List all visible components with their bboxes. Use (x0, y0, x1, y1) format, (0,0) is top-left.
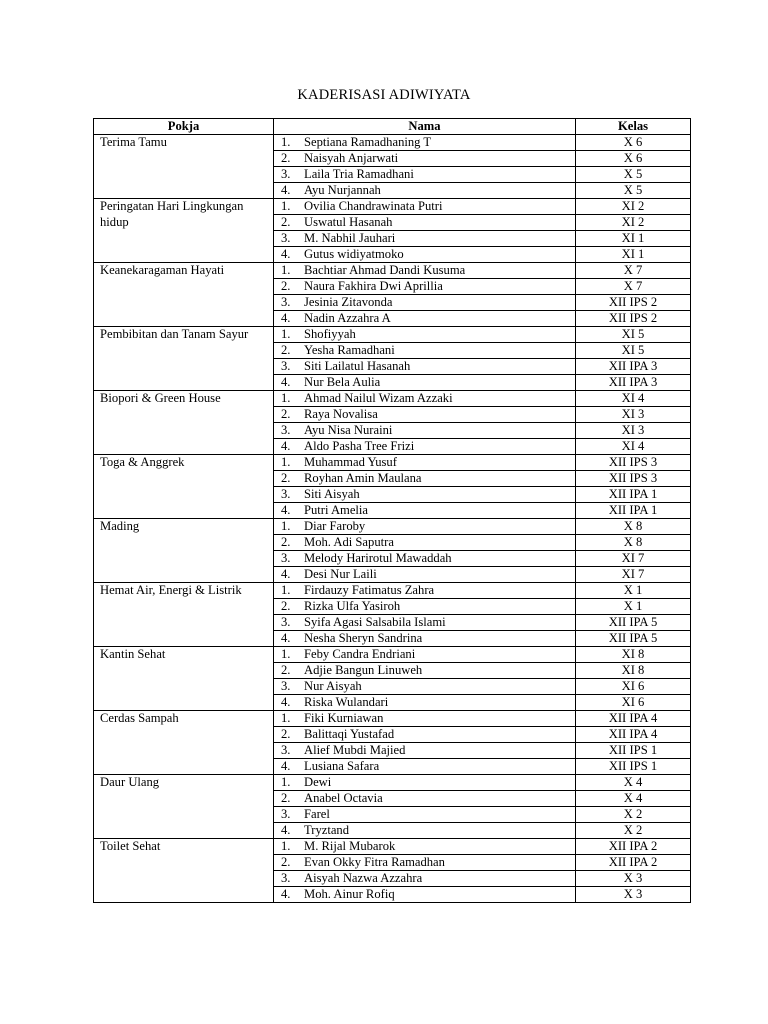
nama-cell (274, 423, 576, 439)
member-name: Diar Faroby (304, 519, 366, 533)
member-name: Ayu Nisa Nuraini (304, 423, 393, 437)
nama-cell (274, 583, 576, 599)
kelas-cell: X 6 (576, 151, 691, 167)
member-name: Rizka Ulfa Yasiroh (304, 599, 401, 613)
nama-cell (274, 551, 576, 567)
nama-cell (274, 487, 576, 503)
nama-cell (274, 247, 576, 263)
member-number: 3. (281, 551, 291, 565)
member-number: 4. (281, 631, 291, 645)
pokja-cell: Hemat Air, Energi & Listrik (94, 583, 274, 647)
nama-cell (274, 807, 576, 823)
member-name: Melody Harirotul Mawaddah (304, 551, 452, 565)
member-name: Siti Aisyah (304, 487, 360, 501)
kelas-cell: XII IPA 4 (576, 727, 691, 743)
nama-cell (274, 823, 576, 839)
nama-cell (274, 391, 576, 407)
nama-cell (274, 567, 576, 583)
kelas-cell: XII IPA 4 (576, 711, 691, 727)
kelas-cell: X 4 (576, 775, 691, 791)
kelas-cell: XII IPA 2 (576, 855, 691, 871)
kelas-cell: XI 6 (576, 679, 691, 695)
table-row (94, 135, 691, 151)
nama-cell (274, 791, 576, 807)
member-name: Royhan Amin Maulana (304, 471, 422, 485)
member-name: Gutus widiyatmoko (304, 247, 404, 261)
nama-cell (274, 343, 576, 359)
kelas-cell: XII IPS 3 (576, 471, 691, 487)
table-row (94, 647, 691, 663)
member-name: Aisyah Nazwa Azzahra (304, 871, 423, 885)
member-name: Dewi (304, 775, 332, 789)
member-number: 1. (281, 135, 291, 149)
member-number: 3. (281, 679, 291, 693)
nama-cell (274, 839, 576, 855)
member-number: 2. (281, 855, 291, 869)
member-number: 2. (281, 535, 291, 549)
nama-cell (274, 743, 576, 759)
nama-cell (274, 887, 576, 903)
member-name: Aldo Pasha Tree Frizi (304, 439, 415, 453)
table-header-row (94, 119, 691, 135)
table-row (94, 711, 691, 727)
nama-cell (274, 663, 576, 679)
kelas-cell: X 8 (576, 535, 691, 551)
member-name: Lusiana Safara (304, 759, 380, 773)
member-number: 3. (281, 167, 291, 181)
member-number: 2. (281, 279, 291, 293)
member-name: Putri Amelia (304, 503, 369, 517)
nama-cell (274, 183, 576, 199)
nama-cell (274, 471, 576, 487)
nama-cell (274, 439, 576, 455)
member-name: Evan Okky Fitra Ramadhan (304, 855, 445, 869)
nama-cell (274, 599, 576, 615)
table-row (94, 391, 691, 407)
nama-cell (274, 535, 576, 551)
member-name: M. Rijal Mubarok (304, 839, 396, 853)
member-number: 4. (281, 759, 291, 773)
kelas-cell: X 7 (576, 279, 691, 295)
member-name: Farel (304, 807, 330, 821)
member-number: 3. (281, 871, 291, 885)
kelas-cell: XII IPA 5 (576, 631, 691, 647)
member-number: 4. (281, 695, 291, 709)
member-name: Yesha Ramadhani (304, 343, 395, 357)
member-name: Ayu Nurjannah (304, 183, 381, 197)
member-name: Nesha Sheryn Sandrina (304, 631, 423, 645)
member-number: 4. (281, 567, 291, 581)
nama-cell (274, 135, 576, 151)
table-row (94, 455, 691, 471)
member-number: 2. (281, 727, 291, 741)
member-number: 1. (281, 583, 291, 597)
member-number: 2. (281, 343, 291, 357)
nama-cell (274, 855, 576, 871)
kelas-cell: XI 4 (576, 439, 691, 455)
member-number: 2. (281, 663, 291, 677)
nama-cell (274, 519, 576, 535)
nama-cell (274, 279, 576, 295)
nama-cell (274, 263, 576, 279)
member-number: 1. (281, 519, 291, 533)
table-row (94, 199, 691, 215)
nama-cell (274, 375, 576, 391)
member-number: 1. (281, 327, 291, 341)
nama-cell (274, 327, 576, 343)
kelas-cell: XI 1 (576, 231, 691, 247)
member-name: Nur Bela Aulia (304, 375, 381, 389)
member-number: 3. (281, 359, 291, 373)
member-number: 2. (281, 407, 291, 421)
nama-cell (274, 167, 576, 183)
kelas-cell: XII IPA 1 (576, 487, 691, 503)
nama-cell (274, 151, 576, 167)
kelas-cell: X 6 (576, 135, 691, 151)
nama-cell (274, 503, 576, 519)
nama-cell (274, 455, 576, 471)
kelas-cell: XI 5 (576, 343, 691, 359)
member-name: Adjie Bangun Linuweh (304, 663, 423, 677)
member-name: Nadin Azzahra A (304, 311, 391, 325)
member-name: Desi Nur Laili (304, 567, 377, 581)
nama-cell (274, 759, 576, 775)
nama-cell (274, 631, 576, 647)
member-name: Moh. Adi Saputra (304, 535, 394, 549)
member-name: Muhammad Yusuf (304, 455, 397, 469)
kelas-cell: XI 5 (576, 327, 691, 343)
kelas-cell: XI 3 (576, 407, 691, 423)
kelas-cell: XII IPS 1 (576, 743, 691, 759)
document-title: KADERISASI ADIWIYATA (297, 87, 471, 103)
member-number: 1. (281, 839, 291, 853)
nama-cell (274, 215, 576, 231)
kelas-cell: XI 7 (576, 551, 691, 567)
member-number: 3. (281, 807, 291, 821)
kelas-cell: X 2 (576, 807, 691, 823)
member-number: 4. (281, 823, 291, 837)
table-body (94, 135, 691, 903)
member-number: 3. (281, 487, 291, 501)
member-name: Ovilia Chandrawinata Putri (304, 199, 443, 213)
member-name: Riska Wulandari (304, 695, 389, 709)
member-number: 3. (281, 615, 291, 629)
kelas-cell: X 8 (576, 519, 691, 535)
member-number: 3. (281, 231, 291, 245)
member-name: Naura Fakhira Dwi Aprillia (304, 279, 443, 293)
pokja-cell: Toga & Anggrek (94, 455, 274, 519)
member-number: 4. (281, 503, 291, 517)
member-name: Feby Candra Endriani (304, 647, 416, 661)
member-name: Alief Mubdi Majied (304, 743, 406, 757)
member-name: Shofiyyah (304, 327, 356, 341)
kelas-cell: X 1 (576, 599, 691, 615)
nama-cell (274, 695, 576, 711)
member-number: 1. (281, 199, 291, 213)
kelas-cell: XI 6 (576, 695, 691, 711)
member-number: 2. (281, 599, 291, 613)
kelas-cell: XI 8 (576, 663, 691, 679)
member-name: Septiana Ramadhaning T (304, 135, 432, 149)
member-number: 2. (281, 215, 291, 229)
kelas-cell: X 2 (576, 823, 691, 839)
pokja-cell: Mading (94, 519, 274, 583)
member-name: M. Nabhil Jauhari (304, 231, 396, 245)
pokja-cell: Biopori & Green House (94, 391, 274, 455)
nama-cell (274, 231, 576, 247)
member-name: Firdauzy Fatimatus Zahra (304, 583, 435, 597)
member-number: 4. (281, 247, 291, 261)
kelas-cell: XI 2 (576, 215, 691, 231)
nama-cell (274, 647, 576, 663)
member-name: Raya Novalisa (304, 407, 378, 421)
kelas-cell: X 3 (576, 887, 691, 903)
member-number: 2. (281, 791, 291, 805)
kelas-cell: XII IPS 3 (576, 455, 691, 471)
member-number: 4. (281, 311, 291, 325)
header-nama: Nama (274, 119, 576, 135)
member-number: 3. (281, 295, 291, 309)
member-number: 1. (281, 391, 291, 405)
nama-cell (274, 871, 576, 887)
member-number: 3. (281, 423, 291, 437)
nama-cell (274, 311, 576, 327)
member-name: Fiki Kurniawan (304, 711, 384, 725)
member-number: 4. (281, 183, 291, 197)
member-name: Laila Tria Ramadhani (304, 167, 414, 181)
member-name: Naisyah Anjarwati (304, 151, 399, 165)
member-number: 2. (281, 151, 291, 165)
pokja-cell: Keanekaragaman Hayati (94, 263, 274, 327)
member-number: 4. (281, 375, 291, 389)
nama-cell (274, 199, 576, 215)
kelas-cell: X 1 (576, 583, 691, 599)
member-name: Jesinia Zitavonda (304, 295, 393, 309)
member-name: Siti Lailatul Hasanah (304, 359, 411, 373)
kelas-cell: X 4 (576, 791, 691, 807)
kelas-cell: XII IPA 3 (576, 359, 691, 375)
member-name: Syifa Agasi Salsabila Islami (304, 615, 446, 629)
member-name: Moh. Ainur Rofiq (304, 887, 395, 901)
kelas-cell: X 5 (576, 183, 691, 199)
kelas-cell: XII IPS 1 (576, 759, 691, 775)
pokja-cell: Daur Ulang (94, 775, 274, 839)
pokja-cell: Pembibitan dan Tanam Sayur (94, 327, 274, 391)
member-number: 2. (281, 471, 291, 485)
pokja-cell: Kantin Sehat (94, 647, 274, 711)
kelas-cell: XII IPA 1 (576, 503, 691, 519)
member-name: Balittaqi Yustafad (304, 727, 395, 741)
pokja-cell: Toilet Sehat (94, 839, 274, 903)
pokja-cell: Peringatan Hari Lingkungan hidup (94, 199, 274, 263)
kelas-cell: XI 4 (576, 391, 691, 407)
member-number: 4. (281, 887, 291, 901)
member-name: Uswatul Hasanah (304, 215, 393, 229)
kelas-cell: X 5 (576, 167, 691, 183)
table-row (94, 775, 691, 791)
member-name: Bachtiar Ahmad Dandi Kusuma (304, 263, 466, 277)
table-row (94, 583, 691, 599)
nama-cell (274, 679, 576, 695)
nama-cell (274, 775, 576, 791)
member-name: Nur Aisyah (304, 679, 362, 693)
member-number: 4. (281, 439, 291, 453)
pokja-cell: Terima Tamu (94, 135, 274, 199)
header-pokja: Pokja (94, 119, 274, 135)
member-number: 3. (281, 743, 291, 757)
member-number: 1. (281, 263, 291, 277)
member-number: 1. (281, 647, 291, 661)
nama-cell (274, 615, 576, 631)
table-row (94, 519, 691, 535)
nama-cell (274, 359, 576, 375)
header-kelas: Kelas (576, 119, 691, 135)
member-name: Tryztand (304, 823, 350, 837)
kelas-cell: XII IPA 3 (576, 375, 691, 391)
nama-cell (274, 295, 576, 311)
kelas-cell: X 3 (576, 871, 691, 887)
member-name: Anabel Octavia (304, 791, 383, 805)
member-number: 1. (281, 711, 291, 725)
kelas-cell: XII IPS 2 (576, 311, 691, 327)
table-row (94, 327, 691, 343)
kelas-cell: XII IPA 2 (576, 839, 691, 855)
kelas-cell: X 7 (576, 263, 691, 279)
kelas-cell: XII IPA 5 (576, 615, 691, 631)
table-row (94, 263, 691, 279)
member-number: 1. (281, 775, 291, 789)
table-row (94, 839, 691, 855)
kelas-cell: XI 1 (576, 247, 691, 263)
pokja-cell: Cerdas Sampah (94, 711, 274, 775)
nama-cell (274, 407, 576, 423)
kelas-cell: XI 8 (576, 647, 691, 663)
nama-cell (274, 711, 576, 727)
kelas-cell: XI 2 (576, 199, 691, 215)
kaderisasi-table (93, 118, 691, 903)
kelas-cell: XI 3 (576, 423, 691, 439)
member-number: 1. (281, 455, 291, 469)
kelas-cell: XI 7 (576, 567, 691, 583)
member-name: Ahmad Nailul Wizam Azzaki (304, 391, 453, 405)
kelas-cell: XII IPS 2 (576, 295, 691, 311)
nama-cell (274, 727, 576, 743)
